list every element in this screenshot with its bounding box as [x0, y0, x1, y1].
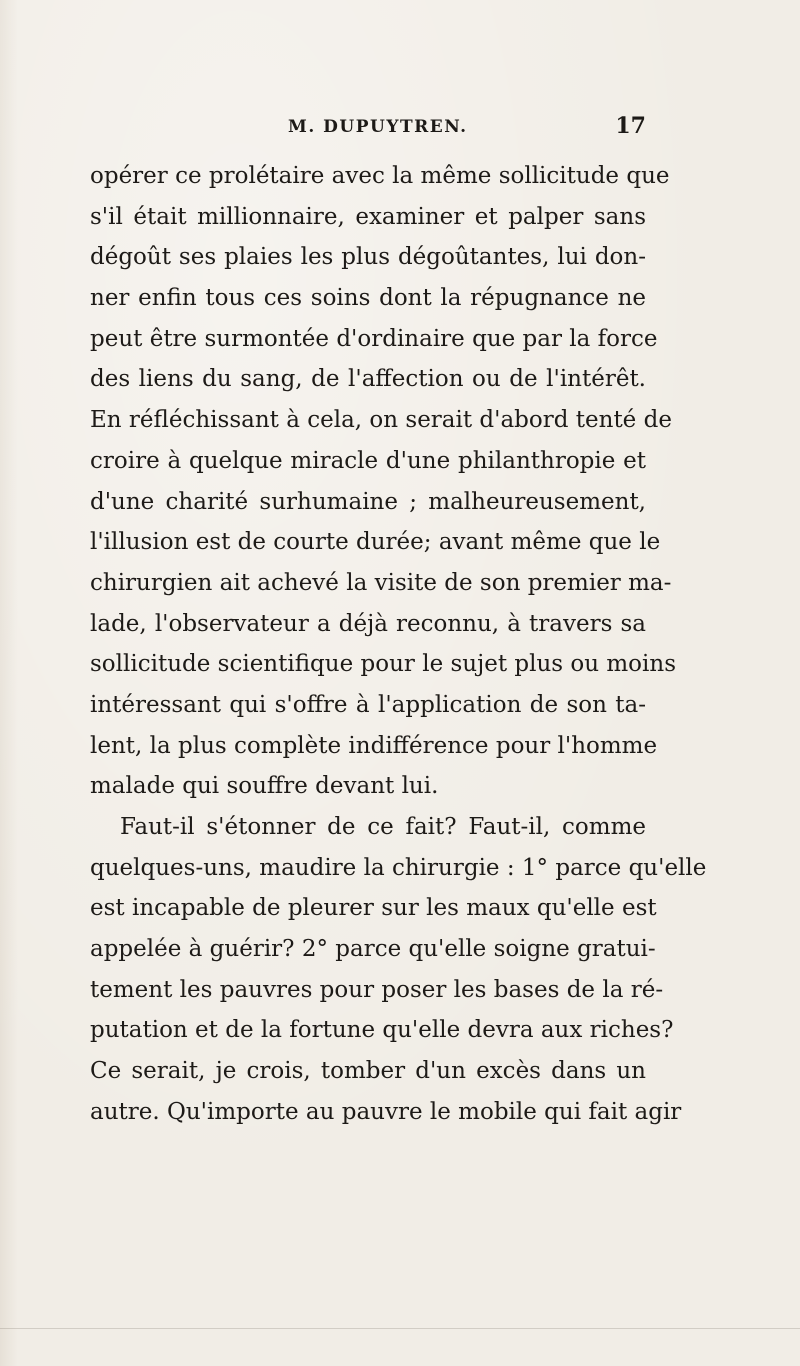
text-line: chirurgien ait achevé la visite de son premier ma-	[90, 569, 672, 596]
text-line: Ce serait, je crois, tomber d'un excès dans un	[90, 1058, 646, 1085]
text-line: intéressant qui s'offre à l'application de son ta-	[90, 691, 646, 718]
text-line: est incapable de pleurer sur les maux qu'elle est	[90, 895, 657, 922]
running-head	[90, 115, 650, 145]
text-line: d'une charité surhumaine ; malheureusement,	[90, 488, 646, 515]
text-line: appelée à guérir? 2° parce qu'elle soigne gratui-	[90, 936, 656, 963]
text-line: tement les pauvres pour poser les bases de la ré-	[90, 976, 664, 1003]
text-line: opérer ce prolétaire avec la même sollicitude que	[90, 163, 670, 189]
text-line: quelques-uns, maudire la chirurgie : 1° parce qu'elle	[90, 854, 707, 881]
body-text	[90, 156, 707, 1133]
text-line: autre. Qu'importe au pauvre le mobile qui fait agir	[90, 1098, 682, 1125]
text-line: putation et de la fortune qu'elle devra aux riches?	[90, 1017, 674, 1044]
text-line: s'il était millionnaire, examiner et palper sans	[90, 203, 646, 230]
text-line: lent, la plus complète indifférence pour l'homme	[90, 732, 658, 759]
running-title: M. DUPUYTREN.	[288, 117, 468, 137]
page-number: 17	[615, 113, 646, 139]
text-line: croire à quelque miracle d'une philanthropie et	[90, 447, 646, 474]
text-line: malade qui souffre devant lui.	[90, 773, 439, 800]
text-line: des liens du sang, de l'affection ou de l'intérêt.	[90, 366, 646, 393]
text-line: ner enfin tous ces soins dont la répugnance ne	[90, 285, 646, 312]
page-edge-line	[0, 1328, 800, 1329]
text-line: En réfléchissant à cela, on serait d'abord tenté de	[90, 407, 672, 434]
text-line: l'illusion est de courte durée; avant même que le	[90, 529, 661, 556]
text-line: peut être surmontée d'ordinaire que par la force	[90, 325, 658, 352]
text-line: lade, l'observateur a déjà reconnu, à travers sa	[90, 610, 646, 637]
text-line: Faut-il s'étonner de ce fait? Faut-il, comme	[120, 814, 646, 840]
text-line: dégoût ses plaies les plus dégoûtantes, lui don-	[90, 244, 646, 271]
text-line: sollicitude scientifique pour le sujet plus ou moins	[90, 651, 677, 678]
